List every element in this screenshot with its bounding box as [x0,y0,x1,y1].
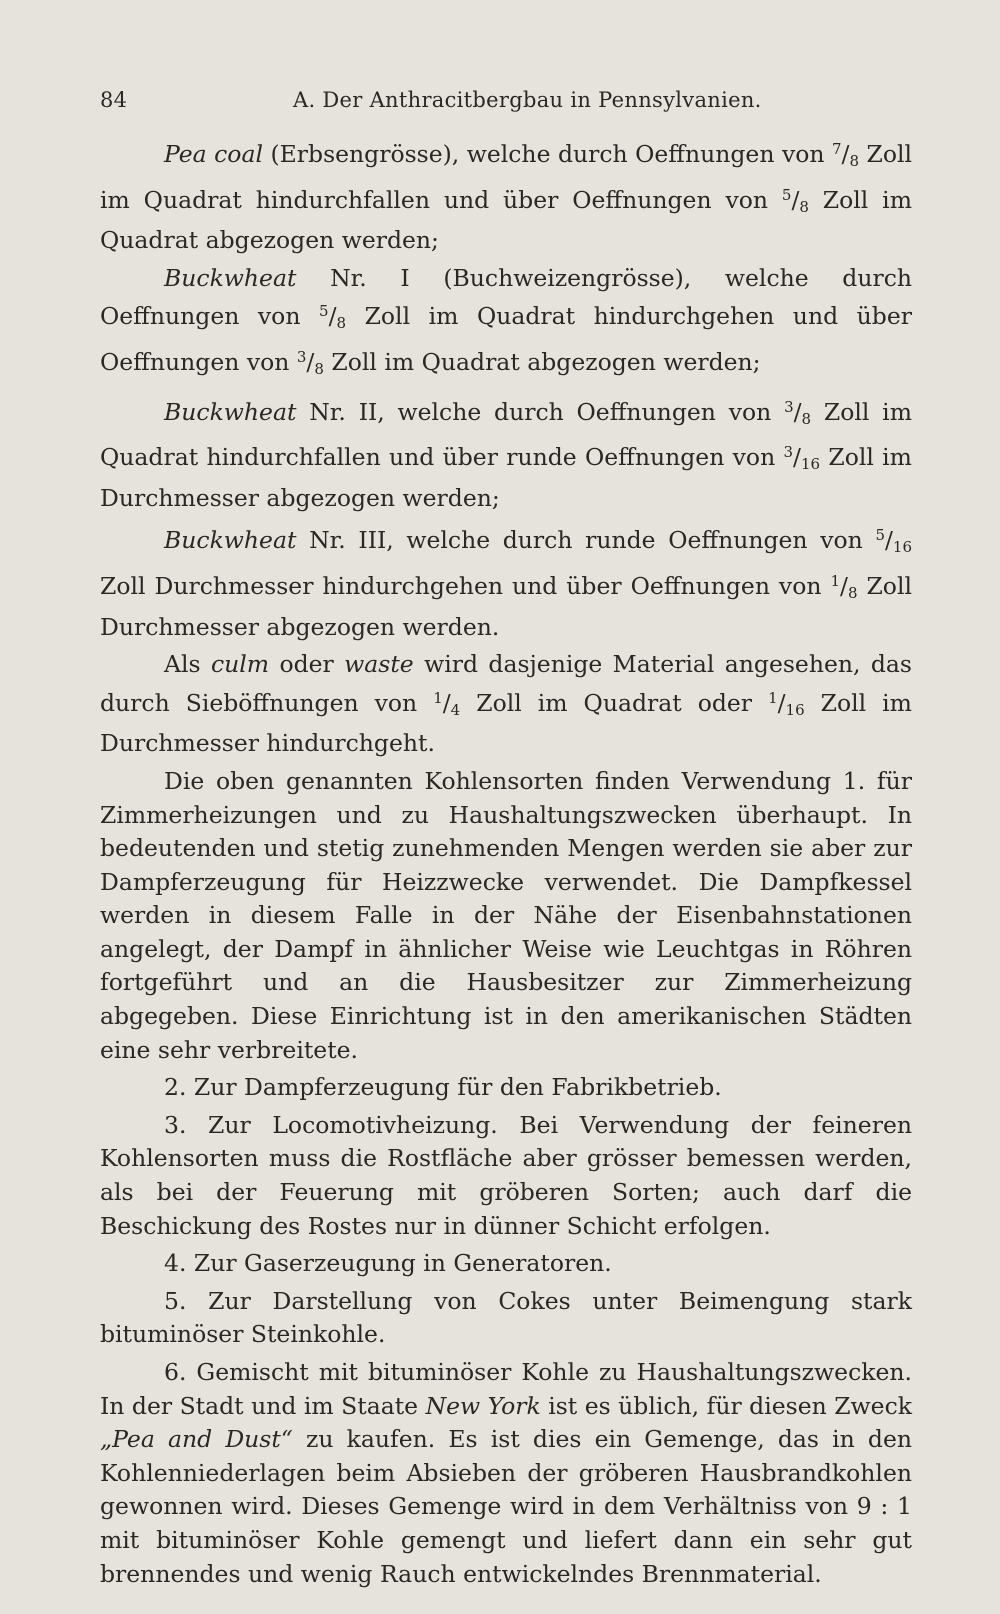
term-waste: waste [344,650,414,679]
fraction-numerator: 3 [784,397,794,416]
term-pea-coal: Pea coal [164,140,263,168]
paragraph-usage-2: 2. Zur Dampferzeugung für den Fabrikbetrieb. [164,1073,722,1102]
text-segment: Als [164,650,201,679]
text-segment: Zoll Durchmesser hindurchgehen und über Oeffnungen von [100,571,822,600]
text-segment: Zoll im Durchmesser hindurchgeht. [100,688,912,758]
text-segment: zu kaufen. Es ist dies ein Gemenge, das in den Kohlenniederlagen beim Absieben der gröberen Hausbrandkohlen gewonnen wird. Dieses Gemenge wird in dem Verhältniss von 9 : 1 mit bituminöser Kohle gemengt und liefert dann ein sehr gut brennendes und wenig Rauch entwickelndes Brennmaterial. [100,1425,912,1588]
fraction: $^5/_{16}$ [875,526,912,557]
page-number: 84 [100,88,128,112]
term-buckwheat: Buckwheat [164,526,297,555]
fraction: $^7/_8$ [832,140,860,170]
running-title: A. Der Anthracitbergbau in Pennsylvanien. [293,88,762,112]
paragraph-usage-1: Die oben genannten Kohlensorten finden Verwendung 1. für Zimmerheizungen und zu Haushaltungszwecken überhaupt. In bedeutenden und stetig zunehmenden Mengen werden sie aber zur Dampferzeugung für Heizzwecke verwendet. Die Dampfkessel werden in diesem Falle in der Nähe der Eisenbahnstationen angelegt, der Dampf in ähnlicher Weise wie Leuchtgas in Röhren fortgeführt und an die Hausbesitzer zur Zimmerheizung abgegeben. Diese Einrichtung ist in den amerikanischen Städten eine sehr verbreitete. [100,766,912,1064]
term-buckwheat: Buckwheat [164,397,297,426]
text-segment: Nr. I (Buchweizengrösse), welche durch Oeffnungen von [100,263,912,331]
paragraph-buckwheat-3 [100,519,912,644]
text-segment: Zoll Durchmesser abgezogen werden. [100,571,912,641]
fraction-numerator: 1 [768,688,778,707]
fraction-numerator: 1 [433,688,443,707]
fraction-numerator: 5 [781,185,792,204]
paragraph-usage-4: 4. Zur Gaserzeugung in Generatoren. [164,1249,612,1278]
text-segment: Zoll im Quadrat abgezogen werden; [331,347,761,376]
fraction-denominator: 8 [314,359,324,378]
fraction-denominator: 4 [450,700,461,719]
fraction: $^1/_8$ [830,571,858,602]
text-segment: Nr. II, welche durch Oeffnungen von [309,397,772,426]
paragraph-pea-coal [100,133,912,258]
text-segment: (Erbsengrösse), welche durch Oeffnungen von [270,140,825,168]
fraction-numerator: 3 [783,443,794,462]
paragraph-usage-5: 5. Zur Darstellung von Cokes unter Beimengung stark bituminöser Steinkohle. [100,1286,912,1349]
text-segment: Zoll im Durchmesser abgezogen werden; [100,443,912,512]
fraction: $^5/_8$ [319,302,347,333]
text-segment: oder [279,650,334,679]
paragraph-usage-6 [100,1356,912,1591]
fraction: $^1/_4$ [433,688,461,719]
paragraph-usage-3: 3. Zur Locomotivheizung. Bei Verwendung der feineren Kohlensorten muss die Rostfläche aber grösser bemessen werden, als bei der Feuerung mit gröberen Sorten; auch darf die Beschickung des Rostes nur in dünner Schicht erfolgen. [100,1110,912,1240]
text-segment: Zoll im Quadrat hindurchfallen und über Oeffnungen von [100,140,913,214]
fraction-numerator: 1 [830,571,841,590]
text-segment: Nr. III, welche durch runde Oeffnungen von [309,526,863,555]
quote-pea-and-dust: „Pea and Dust“ [100,1425,293,1454]
fraction-numerator: 7 [832,140,842,158]
paragraph-culm [100,648,912,761]
fraction-denominator: 16 [800,455,821,474]
fraction-numerator: 5 [319,302,329,321]
text-segment: wird dasjenige Material angesehen, das durch Sieböffnungen von [100,650,912,717]
fraction-numerator: 5 [875,526,885,545]
body-text [100,133,912,1591]
fraction: $^3/_{16}$ [783,443,821,474]
paragraph-buckwheat-2 [100,391,912,516]
fraction-denominator: 16 [892,538,912,557]
fraction: $^3/_8$ [784,397,812,428]
fraction-denominator: 8 [847,583,858,602]
fraction: $^5/_8$ [781,185,809,216]
fraction: $^3/_8$ [296,347,324,378]
text-segment: ist es üblich, für diesen Zweck [548,1391,912,1420]
text-segment: Zoll im Quadrat abgezogen werden; [100,185,912,255]
fraction-denominator: 8 [799,197,809,216]
fraction-denominator: 8 [336,314,347,333]
paragraph-buckwheat-1 [100,262,912,387]
text-segment: Zoll im Quadrat hindurchgehen und über Oeffnungen von [100,302,912,376]
text-segment: 6. Gemischt mit bituminöser Kohle zu Haushaltungszwecken. In der Stadt und im Staate [100,1358,912,1420]
term-buckwheat: Buckwheat [164,263,297,292]
text-segment: Zoll im Quadrat oder [476,688,753,717]
fraction-numerator: 3 [296,347,307,366]
term-culm: culm [210,650,270,679]
fraction: $^1/_{16}$ [768,688,805,719]
fraction-denominator: 8 [801,409,812,428]
text-segment: Zoll im Quadrat hindurchfallen und über runde Oeffnungen von [100,397,912,472]
fraction-denominator: 16 [785,700,805,719]
place-new-york: New York [425,1391,541,1420]
fraction-denominator: 8 [849,152,860,170]
